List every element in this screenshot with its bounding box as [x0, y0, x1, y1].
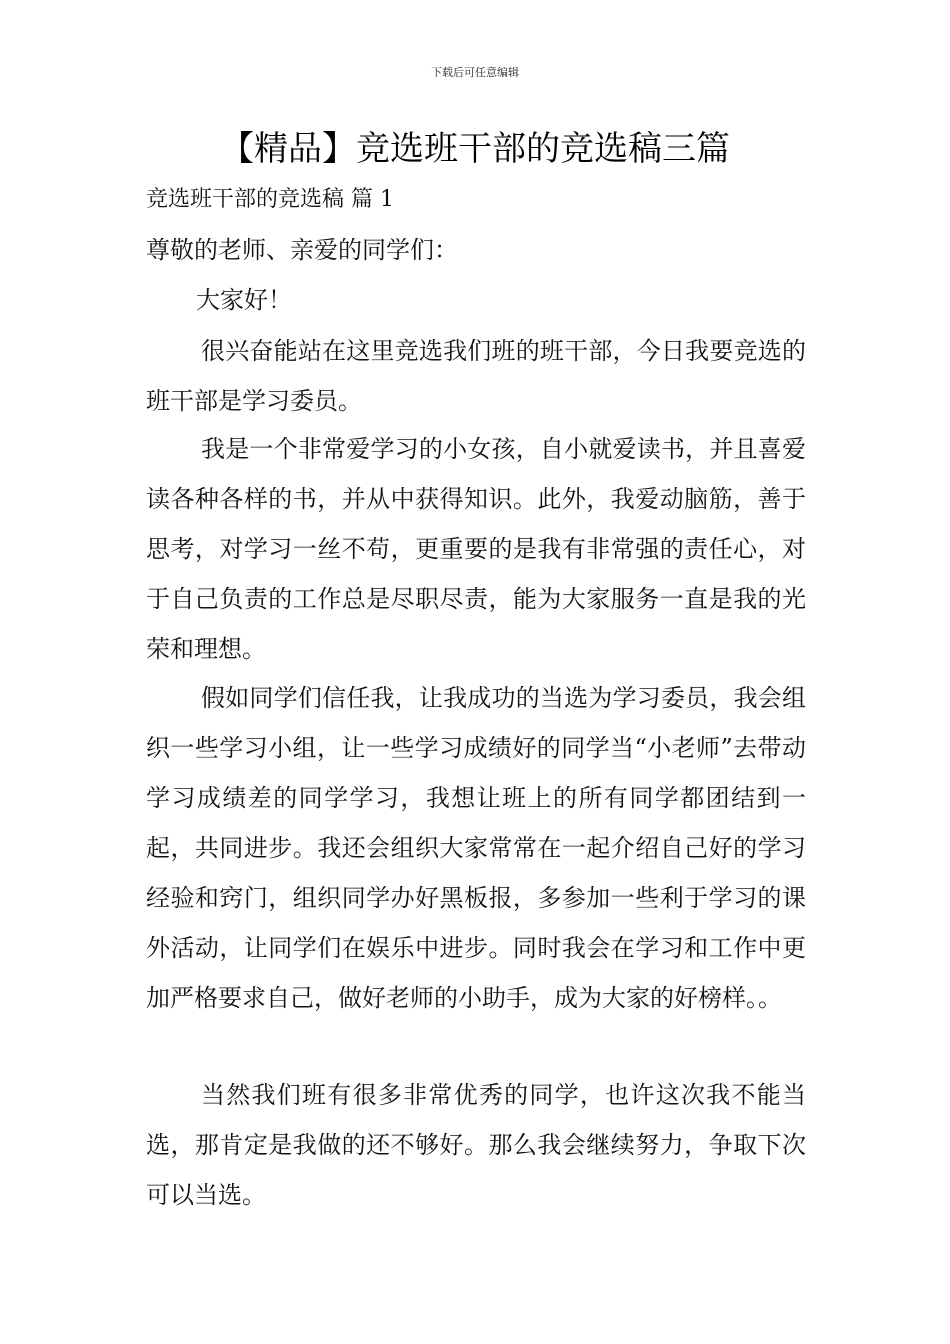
- section-heading: 竞选班干部的竞选稿 篇 1: [146, 187, 394, 212]
- paragraph-4: 当然我们班有很多非常优秀的同学，也许这次我不能当选，那肯定是我做的还不够好。那么我会继续努力，争取下次可以当选。: [146, 1081, 806, 1209]
- paragraph-2: 我是一个非常爱学习的小女孩，自小就爱读书，并且喜爱读各种各样的书，并从中获得知识。此外，我爱动脑筋，善于思考，对学习一丝不苟，更重要的是我有非常强的责任心，对于自己负责的工作总是尽职尽责，能为大家服务一直是我的光荣和理想。: [146, 435, 806, 663]
- document-title: 【精品】竞选班干部的竞选稿三篇: [220, 129, 730, 169]
- header-note: 下载后可任意编辑: [431, 66, 519, 79]
- paragraph-1: 很兴奋能站在这里竞选我们班的班干部，今日我要竞选的班干部是学习委员。: [146, 337, 806, 415]
- paragraph-3: 假如同学们信任我，让我成功的当选为学习委员，我会组织一些学习小组，让一些学习成绩好的同学当“小老师”去带动学习成绩差的同学学习，我想让班上的所有同学都团结到一起，共同进步。我还会组织大家常常在一起介绍自己好的学习经验和窍门，组织同学办好黑板报，多参加一些利于学习的课外活动，让同学们在娱乐中进步。同时我会在学习和工作中更加严格要求自己，做好老师的小助手，成为大家的好榜样。。: [146, 684, 806, 1012]
- greeting: 大家好！: [196, 286, 292, 314]
- salutation: 尊敬的老师、亲爱的同学们：: [146, 236, 458, 264]
